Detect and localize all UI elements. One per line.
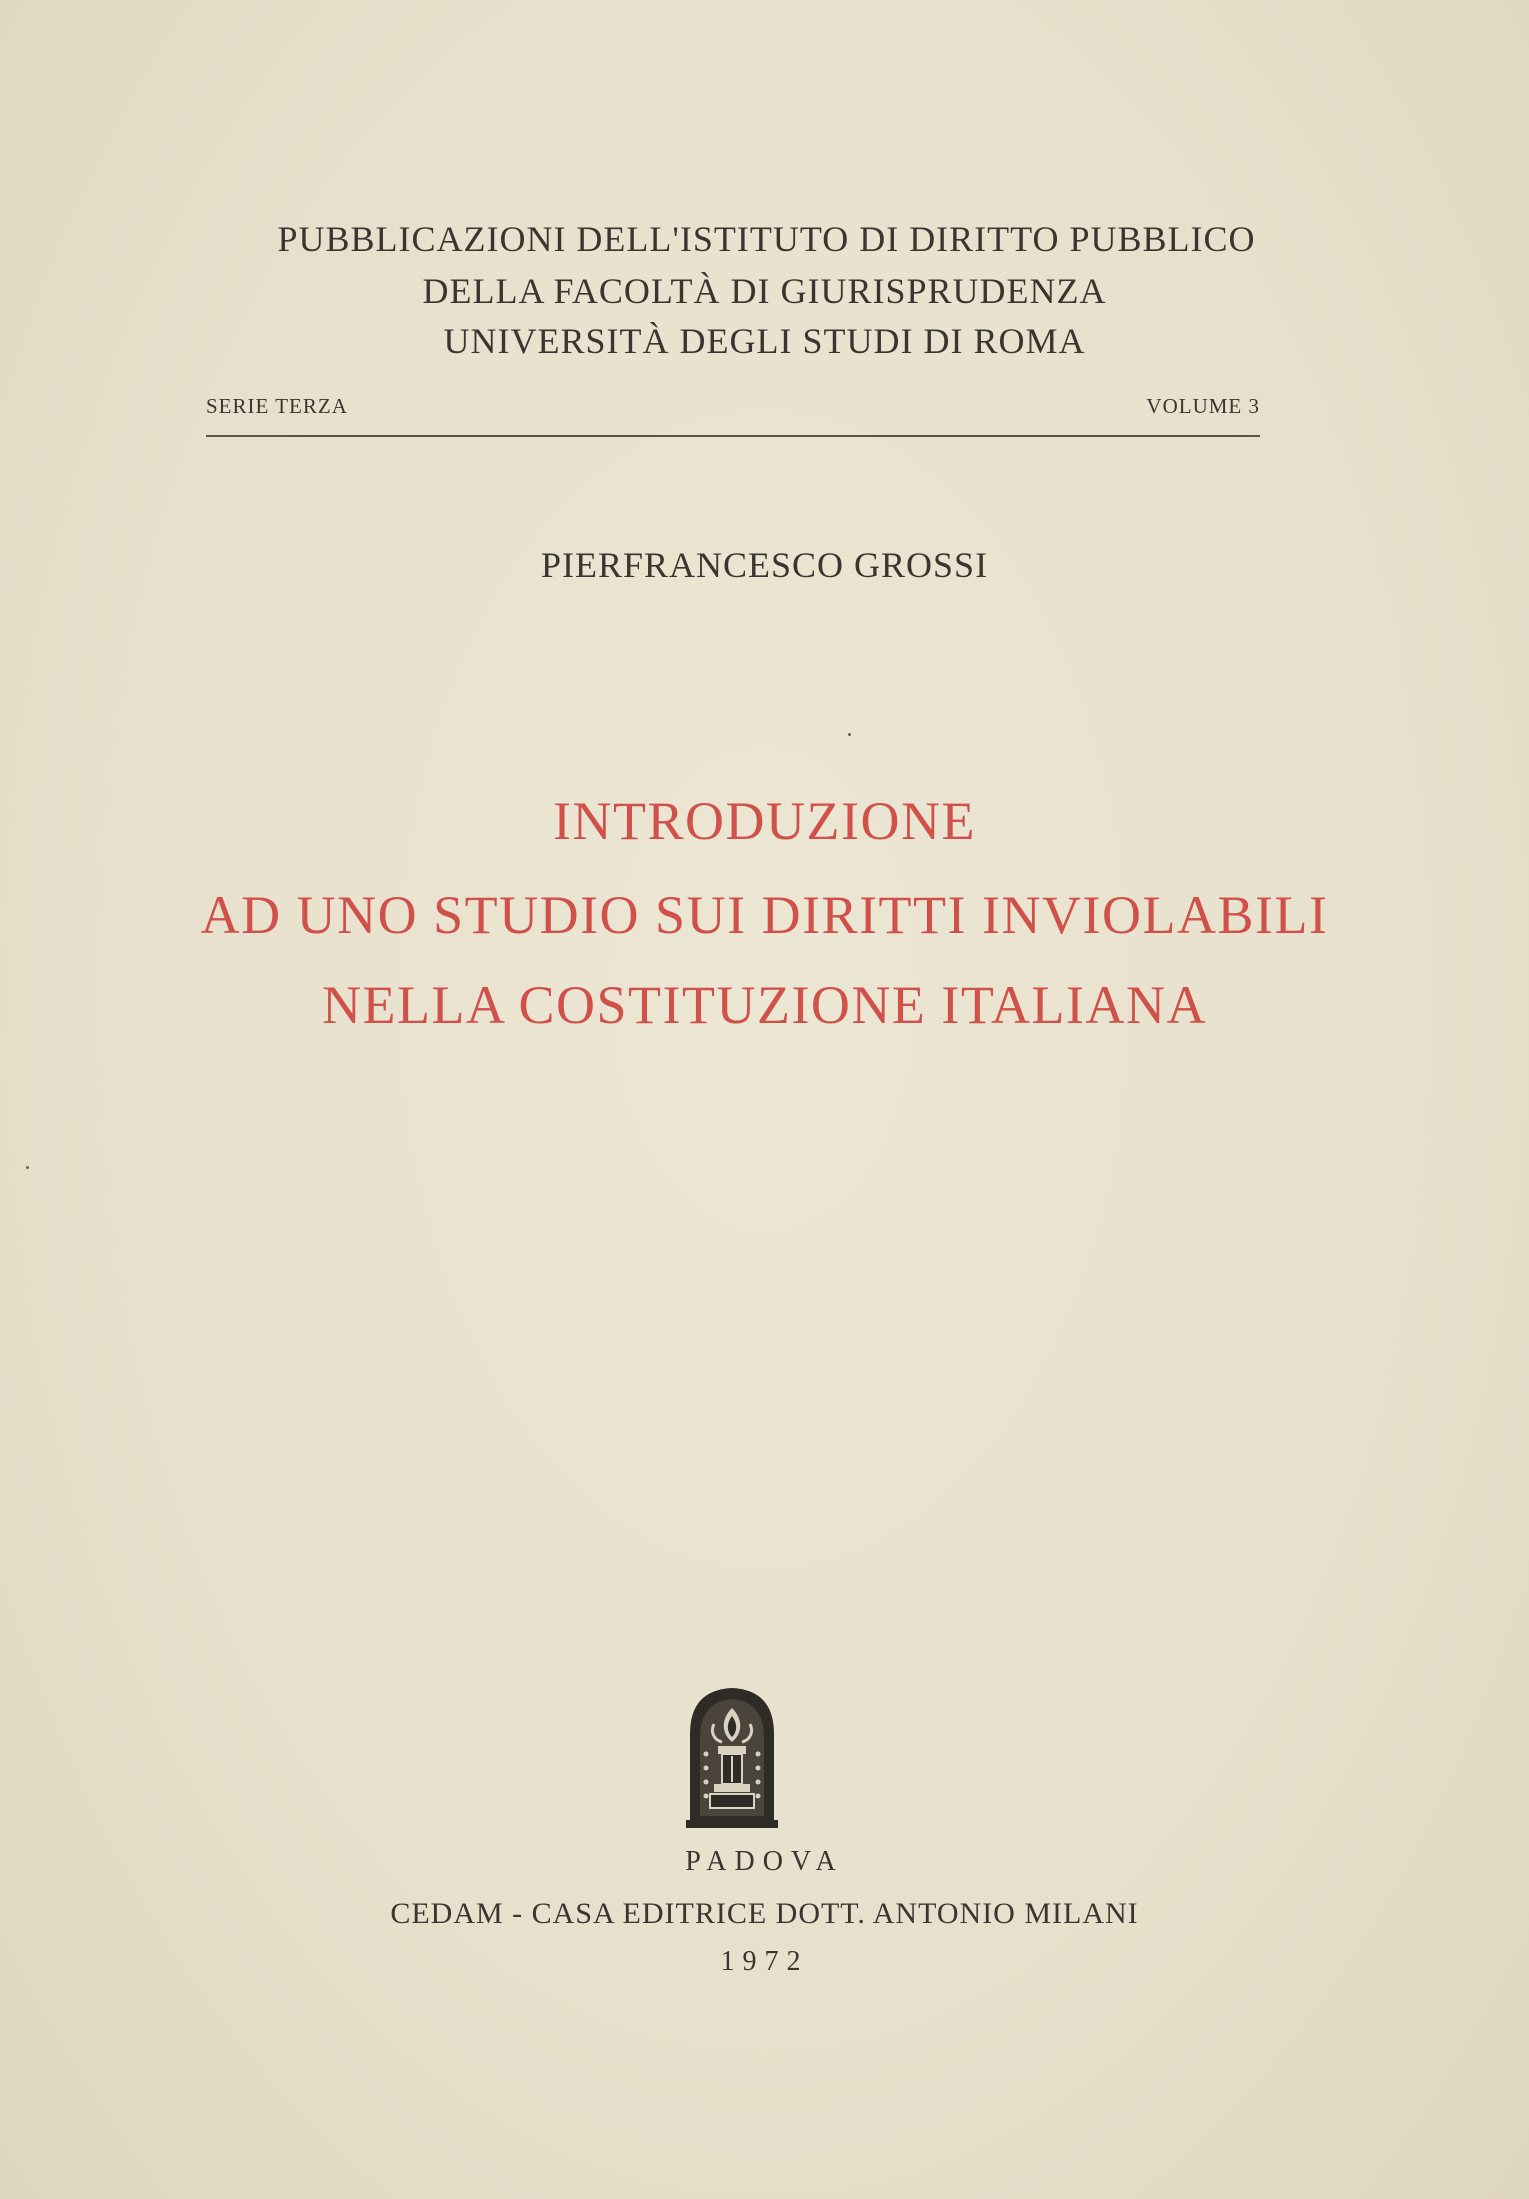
imprint-year: 1972 xyxy=(720,1946,809,1977)
author-name: PIERFRANCESCO GROSSI xyxy=(540,545,989,585)
imprint-place: PADOVA xyxy=(685,1846,844,1877)
series-label: SERIE TERZA xyxy=(206,394,348,418)
publisher-emblem-icon xyxy=(684,1684,780,1830)
imprint-publisher: CEDAM - CASA EDITRICE DOTT. ANTONIO MILANI xyxy=(390,1897,1139,1930)
book-title-line-2: AD UNO STUDIO SUI DIRITTI INVIOLABILI xyxy=(200,885,1329,945)
series-title-line-1: PUBBLICAZIONI DELL'ISTITUTO DI DIRITTO PUBBLICO xyxy=(277,219,1256,259)
series-title-line-3: UNIVERSITÀ DEGLI STUDI DI ROMA xyxy=(443,321,1086,361)
horizontal-rule xyxy=(206,435,1260,437)
paper-speck xyxy=(848,733,851,736)
volume-label: VOLUME 3 xyxy=(1146,394,1260,418)
book-title-line-3: NELLA COSTITUZIONE ITALIANA xyxy=(321,975,1207,1035)
series-meta-row xyxy=(206,394,1260,424)
book-title-line-1: INTRODUZIONE xyxy=(553,791,976,851)
series-title-line-2: DELLA FACOLTÀ DI GIURISPRUDENZA xyxy=(422,271,1107,311)
paper-speck xyxy=(26,1166,29,1169)
